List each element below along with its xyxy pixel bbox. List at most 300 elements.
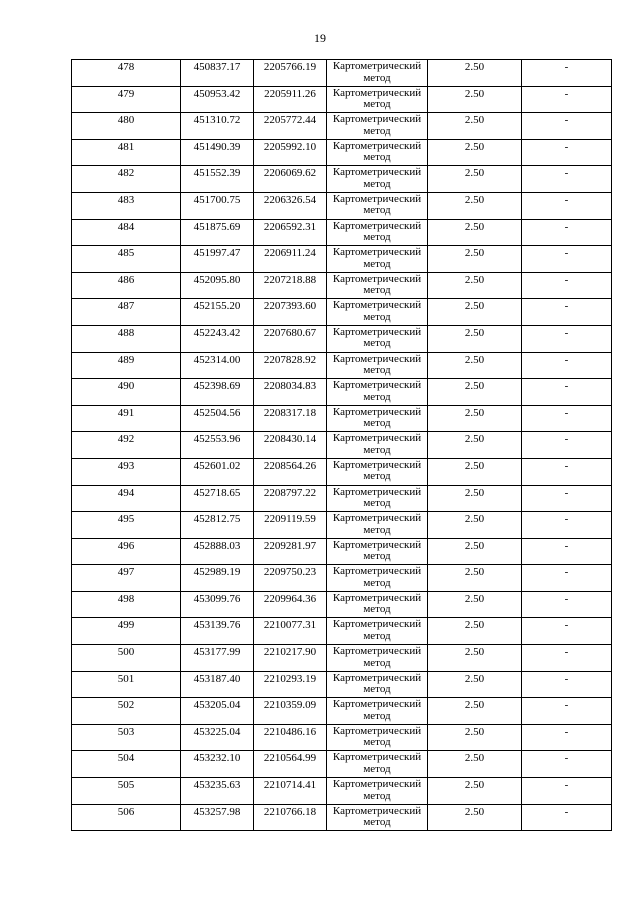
accuracy-cell [428,86,522,113]
table-row [72,166,612,193]
point-number-cell [72,538,181,565]
cell-value: - [564,140,569,153]
cell-value: 2210077.31 [263,619,317,632]
cell-value: - [564,193,569,206]
method-cell [327,113,428,140]
accuracy-cell [428,219,522,246]
description-cell [522,139,612,166]
cell-value: - [564,752,569,765]
accuracy-cell [428,379,522,406]
cell-value: 2208034.83 [263,380,317,393]
accuracy-cell [428,804,522,831]
cell-value: - [564,725,569,738]
cell-value: 2.50 [464,300,485,313]
method-cell [327,512,428,539]
cell-value: Картометрический метод [332,565,422,589]
x-coordinate-cell [181,671,254,698]
description-cell [522,272,612,299]
cell-value: 2205911.26 [264,87,316,100]
y-coordinate-cell [254,591,327,618]
cell-value: 501 [117,672,135,685]
description-cell [522,591,612,618]
cell-value: 453205.04 [193,699,241,712]
cell-value: 2205766.19 [263,61,317,73]
cell-value: 453177.99 [193,646,241,659]
x-coordinate-cell [181,219,254,246]
y-coordinate-cell [254,166,327,193]
cell-value: 453099.76 [193,592,241,605]
cell-value: - [564,513,569,526]
accuracy-cell [428,432,522,459]
y-coordinate-cell [254,272,327,299]
point-number-cell [72,618,181,645]
cell-value: 452601.02 [193,459,241,472]
description-cell [522,645,612,672]
cell-value: 2.50 [464,566,485,579]
cell-value: 452095.80 [193,273,241,286]
y-coordinate-cell [254,485,327,512]
accuracy-cell [428,405,522,432]
accuracy-cell [428,192,522,219]
method-cell [327,485,428,512]
table-row [72,538,612,565]
cell-value: 490 [117,380,135,393]
method-cell [327,645,428,672]
cell-value: - [564,406,569,419]
description-cell [522,565,612,592]
table-row [72,698,612,725]
cell-value: Картометрический метод [332,325,422,350]
point-number-cell [72,325,181,352]
method-cell [327,724,428,751]
y-coordinate-cell [254,458,327,485]
method-cell [327,591,428,618]
coordinates-table [71,59,612,831]
x-coordinate-cell [181,698,254,725]
cell-value: 452888.03 [193,539,241,552]
accuracy-cell [428,60,522,87]
cell-value: 2.50 [464,672,485,685]
y-coordinate-cell [254,432,327,459]
method-cell [327,192,428,219]
cell-value: - [564,592,569,605]
point-number-cell [72,86,181,113]
description-cell [522,804,612,831]
y-coordinate-cell [254,671,327,698]
accuracy-cell [428,565,522,592]
table-row [72,591,612,618]
cell-value: Картометрический метод [332,113,422,137]
cell-value: Картометрический метод [332,299,422,323]
cell-value: 451875.69 [193,220,241,233]
y-coordinate-cell [254,379,327,406]
table-row [72,60,612,87]
x-coordinate-cell [181,724,254,751]
y-coordinate-cell [254,618,327,645]
y-coordinate-cell [254,325,327,352]
cell-value: 498 [117,592,135,605]
x-coordinate-cell [181,325,254,352]
description-cell [522,458,612,485]
y-coordinate-cell [254,113,327,140]
cell-value: - [564,619,569,632]
x-coordinate-cell [181,379,254,406]
accuracy-cell [428,618,522,645]
point-number-cell [72,432,181,459]
cell-value: 2205992.10 [263,140,317,153]
description-cell [522,86,612,113]
cell-value: 492 [117,433,135,446]
cell-value: 453139.76 [193,619,241,632]
cell-value: 2.50 [464,380,485,393]
description-cell [522,246,612,273]
point-number-cell [72,645,181,672]
cell-value: Картометрический метод [332,379,422,403]
y-coordinate-cell [254,246,327,273]
description-cell [522,485,612,512]
method-cell [327,352,428,379]
description-cell [522,325,612,352]
point-number-cell [72,299,181,326]
accuracy-cell [428,591,522,618]
cell-value: 2.50 [464,220,485,233]
point-number-cell [72,246,181,273]
cell-value: Картометрический метод [332,591,422,616]
method-cell [327,60,428,87]
point-number-cell [72,139,181,166]
cell-value: 491 [117,406,135,419]
cell-value: 505 [117,779,135,792]
table-row [72,618,612,645]
y-coordinate-cell [254,219,327,246]
point-number-cell [72,352,181,379]
cell-value: 452398.69 [193,380,241,393]
cell-value: 2.50 [464,619,485,632]
cell-value: 450837.17 [193,61,241,73]
method-cell [327,538,428,565]
table-row [72,86,612,113]
y-coordinate-cell [254,512,327,539]
x-coordinate-cell [181,591,254,618]
cell-value: 2.50 [464,326,485,339]
point-number-cell [72,272,181,299]
accuracy-cell [428,166,522,193]
cell-value: 2207218.88 [263,273,317,286]
cell-value: 451700.75 [193,193,241,206]
description-cell [522,724,612,751]
accuracy-cell [428,512,522,539]
cell-value: 453232.10 [193,752,241,765]
cell-value: 2.50 [464,725,485,738]
cell-value: 452504.56 [193,406,241,419]
cell-value: 453235.63 [193,779,241,792]
cell-value: 2.50 [464,353,485,366]
cell-value: 496 [117,539,135,552]
point-number-cell [72,192,181,219]
cell-value: 502 [117,699,135,712]
table-row [72,671,612,698]
point-number-cell [72,512,181,539]
point-number-cell [72,804,181,831]
y-coordinate-cell [254,565,327,592]
accuracy-cell [428,671,522,698]
accuracy-cell [428,698,522,725]
table-row [72,565,612,592]
accuracy-cell [428,299,522,326]
accuracy-cell [428,272,522,299]
point-number-cell [72,698,181,725]
cell-value: 2209281.97 [263,539,317,552]
description-cell [522,432,612,459]
cell-value: 2.50 [464,752,485,765]
accuracy-cell [428,113,522,140]
method-cell [327,698,428,725]
x-coordinate-cell [181,432,254,459]
cell-value: - [564,114,569,127]
cell-value: Картометрический метод [332,246,422,270]
point-number-cell [72,379,181,406]
description-cell [522,512,612,539]
cell-value: 485 [117,247,135,260]
cell-value: 2210359.09 [263,699,317,712]
method-cell [327,671,428,698]
y-coordinate-cell [254,86,327,113]
cell-value: 486 [117,273,135,286]
method-cell [327,565,428,592]
table-row [72,325,612,352]
table-row [72,751,612,778]
cell-value: - [564,433,569,446]
cell-value: 494 [117,486,135,499]
cell-value: Картометрический метод [332,778,422,802]
cell-value: 2209750.23 [263,566,317,579]
cell-value: Картометрический метод [332,192,422,217]
y-coordinate-cell [254,698,327,725]
cell-value: 2206592.31 [263,220,317,233]
cell-value: 2.50 [464,539,485,552]
y-coordinate-cell [254,538,327,565]
description-cell [522,778,612,805]
method-cell [327,379,428,406]
table-row [72,139,612,166]
cell-value: 480 [117,114,135,127]
cell-value: 2.50 [464,513,485,526]
accuracy-cell [428,246,522,273]
point-number-cell [72,485,181,512]
cell-value: 2.50 [464,140,485,153]
cell-value: 500 [117,646,135,659]
cell-value: 2206326.54 [263,193,317,206]
point-number-cell [72,113,181,140]
y-coordinate-cell [254,804,327,831]
cell-value: Картометрический метод [332,219,422,244]
table-row [72,778,612,805]
y-coordinate-cell [254,778,327,805]
cell-value: - [564,326,569,339]
cell-value: 484 [117,220,135,233]
x-coordinate-cell [181,405,254,432]
description-cell [522,192,612,219]
accuracy-cell [428,458,522,485]
accuracy-cell [428,778,522,805]
y-coordinate-cell [254,139,327,166]
x-coordinate-cell [181,246,254,273]
cell-value: 488 [117,326,135,339]
x-coordinate-cell [181,645,254,672]
cell-value: 2210766.18 [263,805,317,818]
point-number-cell [72,60,181,87]
cell-value: 2.50 [464,87,485,100]
cell-value: 2209964.36 [263,592,317,605]
x-coordinate-cell [181,565,254,592]
description-cell [522,352,612,379]
cell-value: 2206069.62 [263,167,317,180]
cell-value: 2.50 [464,61,485,73]
x-coordinate-cell [181,166,254,193]
cell-value: Картометрический метод [332,60,422,84]
cell-value: 482 [117,167,135,180]
cell-value: Картометрический метод [332,432,422,456]
cell-value: 452989.19 [193,566,241,579]
table-row [72,192,612,219]
description-cell [522,618,612,645]
cell-value: Картометрический метод [332,618,422,642]
cell-value: Картометрический метод [332,86,422,111]
cell-value: - [564,672,569,685]
cell-value: 451310.72 [193,114,241,127]
x-coordinate-cell [181,139,254,166]
description-cell [522,299,612,326]
method-cell [327,778,428,805]
y-coordinate-cell [254,751,327,778]
cell-value: 493 [117,459,135,472]
cell-value: - [564,646,569,659]
x-coordinate-cell [181,618,254,645]
cell-value: 2.50 [464,114,485,127]
cell-value: Картометрический метод [332,698,422,722]
method-cell [327,325,428,352]
cell-value: 2.50 [464,167,485,180]
accuracy-cell [428,538,522,565]
point-number-cell [72,565,181,592]
y-coordinate-cell [254,405,327,432]
cell-value: Картометрический метод [332,804,422,829]
cell-value: 487 [117,300,135,313]
cell-value: 495 [117,513,135,526]
cell-value: 2206911.24 [264,247,316,260]
description-cell [522,751,612,778]
point-number-cell [72,591,181,618]
x-coordinate-cell [181,751,254,778]
cell-value: - [564,486,569,499]
accuracy-cell [428,139,522,166]
cell-value: Картометрический метод [332,166,422,190]
point-number-cell [72,458,181,485]
method-cell [327,166,428,193]
cell-value: 503 [117,725,135,738]
cell-value: 2.50 [464,433,485,446]
cell-value: - [564,353,569,366]
point-number-cell [72,751,181,778]
y-coordinate-cell [254,60,327,87]
cell-value: 2205772.44 [263,114,317,127]
cell-value: - [564,61,569,73]
cell-value: 483 [117,193,135,206]
method-cell [327,751,428,778]
table-row [72,113,612,140]
x-coordinate-cell [181,778,254,805]
cell-value: 2210293.19 [263,672,317,685]
cell-value: 506 [117,805,135,818]
y-coordinate-cell [254,645,327,672]
cell-value: - [564,87,569,100]
accuracy-cell [428,352,522,379]
x-coordinate-cell [181,272,254,299]
accuracy-cell [428,645,522,672]
cell-value: 2210564.99 [263,752,317,765]
cell-value: 2.50 [464,486,485,499]
x-coordinate-cell [181,352,254,379]
description-cell [522,405,612,432]
method-cell [327,139,428,166]
cell-value: 497 [117,566,135,579]
cell-value: Картометрический метод [332,458,422,483]
description-cell [522,538,612,565]
description-cell [522,219,612,246]
cell-value: 2.50 [464,699,485,712]
x-coordinate-cell [181,485,254,512]
cell-value: 452155.20 [193,300,241,313]
cell-value: - [564,779,569,792]
cell-value: - [564,300,569,313]
table-row [72,352,612,379]
accuracy-cell [428,724,522,751]
cell-value: 2208564.26 [263,459,317,472]
x-coordinate-cell [181,458,254,485]
description-cell [522,671,612,698]
cell-value: 452553.96 [193,433,241,446]
cell-value: 2208317.18 [263,406,317,419]
cell-value: Картометрический метод [332,512,422,536]
cell-value: 2210714.41 [263,779,317,792]
cell-value: Картометрический метод [332,751,422,775]
cell-value: 2.50 [464,805,485,818]
x-coordinate-cell [181,86,254,113]
x-coordinate-cell [181,512,254,539]
method-cell [327,432,428,459]
cell-value: - [564,566,569,579]
cell-value: 450953.42 [193,87,241,100]
x-coordinate-cell [181,538,254,565]
cell-value: - [564,273,569,286]
cell-value: Картометрический метод [332,671,422,696]
point-number-cell [72,219,181,246]
cell-value: 452718.65 [193,486,241,499]
cell-value: 451490.39 [193,140,241,153]
y-coordinate-cell [254,352,327,379]
point-number-cell [72,405,181,432]
cell-value: - [564,699,569,712]
cell-value: 2208430.14 [263,433,317,446]
method-cell [327,86,428,113]
y-coordinate-cell [254,299,327,326]
x-coordinate-cell [181,192,254,219]
y-coordinate-cell [254,724,327,751]
cell-value: 2.50 [464,459,485,472]
cell-value: Картометрический метод [332,272,422,297]
cell-value: - [564,220,569,233]
cell-value: 452243.42 [193,326,241,339]
